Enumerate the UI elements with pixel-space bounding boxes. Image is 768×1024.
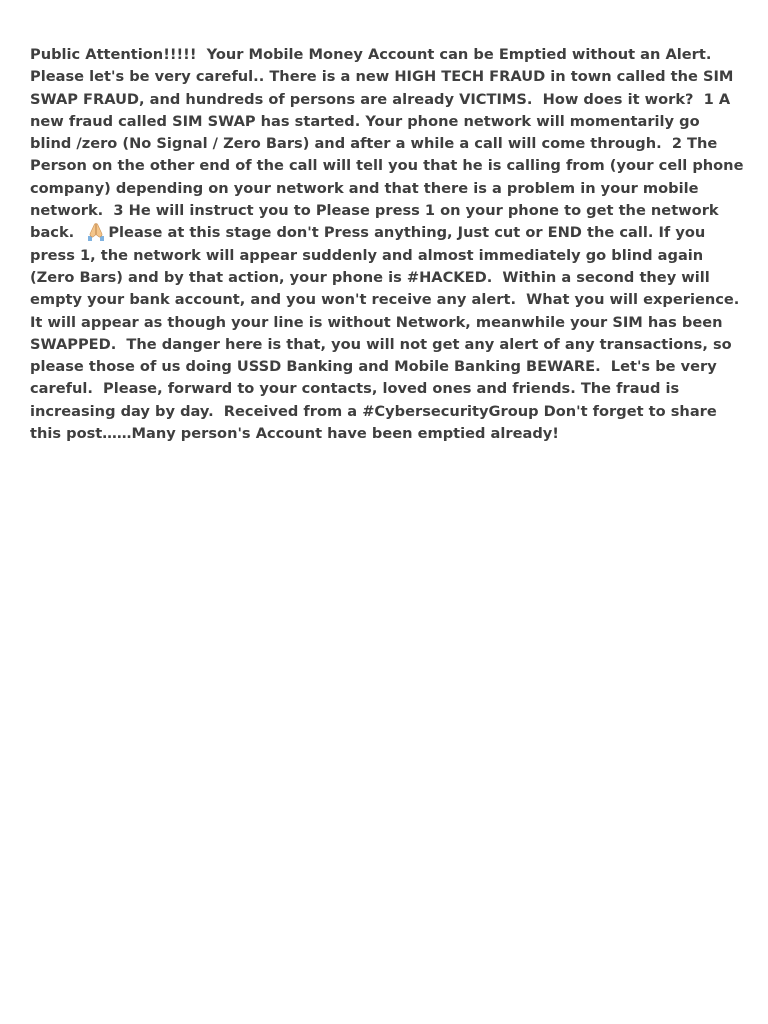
message-text-part-1: Public Attention!!!!! Your Mobile Money Account can be Emptied without an Alert. Please let's be very careful.. There is a new HIGH TECH FRAUD in town called the SIM SWAP FRAUD, and hundreds of persons are already VICTIMS. How does it work? 1 A new fraud called SIM SWAP has started. Your phone network will momentarily go blind /zero (No Signal / Zero Bars) and after a while a call will come through. 2 The Person on the other end of the call will tell you that he is calling from (your cell phone company) depending on your network and that there is a problem in your mobile network. 3 He will instruct you to Please press 1 on your phone to get the network back. [30,46,749,242]
folded-hands-icon [85,222,107,240]
message-text-part-2: Please at this stage don't Press anything, Just cut or END the call. If you press 1, the network will appear suddenly and almost immediately go blind again (Zero Bars) and by that action, your phone is #HACKED. Within a second they will empty your bank account, and you won't receive any alert. What you will experience. It will appear as though your line is without Network, meanwhile your SIM has been SWAPPED. The danger here is that, you will not get any alert of any transactions, so please those of us doing USSD Banking and Mobile Banking BEWARE. Let's be very careful. Please, forward to your contacts, loved ones and friends. The fraud is increasing day by day. Received from a #CybersecurityGroup Don't forget to share this post……Many person's Account have been emptied already! [30,224,745,443]
message-body [30,44,749,445]
